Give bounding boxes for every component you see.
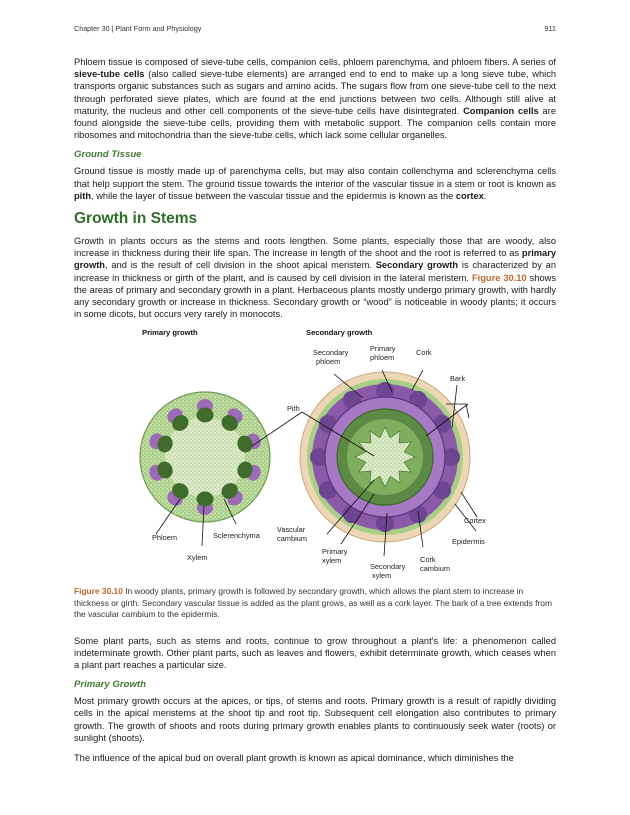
figure-caption-text: In woody plants, primary growth is followed by secondary growth, which allows the plant stem to increase in thickness or girth. Secondary vascular tissue is added as the plant grows, as well as a cork layer. The bark of a tree extends from the vascular cambium to the epidermis.	[74, 586, 552, 620]
label-vascular-cambium: Vascular	[277, 525, 306, 535]
figure-caption	[74, 586, 556, 620]
secondary-stem-cross-section	[300, 372, 470, 542]
label-cortex: Cortex	[464, 516, 486, 526]
primary-stem-cross-section	[140, 392, 270, 522]
label-epidermis: Epidermis	[452, 537, 485, 547]
label-primary-phloem: Primary	[370, 344, 396, 354]
ground-tissue-paragraph	[74, 165, 556, 202]
phloem-text-2: (also called sieve-tube elements) are arranged end to end to make up a long sieve tube, which transports organic substances such as sugars and amino acids. The sugars flow from one sieve-tube cell to the next through perforated sieve plates, which are found at the end junctions between two cells. Although still alive at maturity, the nucleus and other cell components of the sieve-tube cells have disintegrated.	[74, 69, 557, 116]
ground-tissue-heading: Ground Tissue	[74, 149, 142, 161]
ground-text-2: , while the layer of tissue between the vascular tissue and the epidermis is known as the	[91, 190, 456, 201]
phloem-paragraph	[74, 56, 556, 141]
phloem-text-3: are found alongside the sieve-tube cells, providing them with metabolic support. The companion cells contain more ribosomes and mitochondria than the sieve-tube cells, which lack some cellular organelles.	[74, 105, 556, 141]
vascular-bundle	[197, 492, 214, 516]
running-head	[74, 24, 556, 33]
label-secondary-phloem-line2: phloem	[316, 357, 341, 367]
label-secondary-xylem-line2: xylem	[372, 571, 392, 581]
label-secondary-xylem: Secondary	[370, 562, 406, 572]
primary-growth-heading: Primary Growth	[74, 679, 146, 691]
label-pith: Pith	[287, 404, 300, 414]
label-vascular-cambium-line2: cambium	[277, 534, 307, 544]
label-primary-xylem-line2: xylem	[322, 556, 342, 566]
chapter-title: Chapter 30 | Plant Form and Physiology	[74, 24, 202, 33]
label-cork-cambium-line2: cambium	[420, 564, 450, 574]
phloem-text-1: Phloem tissue is composed of sieve-tube cells, companion cells, phloem parenchyma, and phloem fibers. A series of	[74, 57, 556, 67]
page-content	[74, 56, 556, 772]
growth-in-stems-paragraph	[74, 235, 556, 320]
term-sieve-tube-cells: sieve-tube cells	[74, 69, 145, 80]
panel-title-secondary: Secondary growth	[306, 328, 373, 338]
ground-text-3: .	[483, 190, 487, 201]
indeterminate-growth-paragraph: Some plant parts, such as stems and roots, continue to grow throughout a plant's life: a phenomenon called indeterminate growth. Other plant parts, such as leaves and flowers, exhibit determinate growth, which ceases when a plant part reaches a particular size.	[74, 635, 556, 671]
figure-reference-link[interactable]: Figure 30.10	[471, 272, 527, 283]
label-cork-cambium: Cork	[420, 555, 436, 565]
label-xylem: Xylem	[187, 553, 208, 563]
page-number: 911	[544, 24, 556, 33]
label-cork: Cork	[416, 348, 432, 358]
growth-text-2: , and is the result of cell division in the shoot apical meristem.	[104, 260, 376, 271]
term-secondary-growth: Secondary growth	[375, 260, 459, 271]
primary-growth-paragraph: Most primary growth occurs at the apices, or tips, of stems and roots. Primary growth is a result of rapidly dividing cells in the apical meristems at the shoot tip and root tip. Subsequent cell elongation also contributes to primary growth. The growth of shoots and roots during primary growth enables plants to continuously seek water (roots) or sunlight (shoots).	[74, 696, 556, 743]
label-sclerenchyma: Sclerenchyma	[213, 531, 260, 541]
growth-text-1: Growth in plants occurs as the stems and roots lengthen. Some plants, especially those that are woody, also increase in thickness during their life span. The increase in length of the shoot and the root is referred to as	[74, 236, 556, 259]
growth-text-3: is characterized by an increase in thickness or girth of the plant, and is caused by cell division in the lateral meristem.	[74, 260, 556, 283]
label-bark: Bark	[450, 374, 466, 384]
figure-30-10	[74, 328, 556, 586]
panel-title-primary: Primary growth	[142, 328, 198, 338]
label-phloem: Phloem	[152, 533, 178, 543]
figure-caption-label: Figure 30.10	[74, 586, 123, 597]
term-primary-growth: primary growth	[74, 248, 556, 271]
growth-in-stems-heading: Growth in Stems	[74, 210, 198, 228]
ground-text-1: Ground tissue is mostly made up of parenchyma cells, but may also contain collenchyma and sclerenchyma cells that help support the stem. The ground tissue towards the interior of the vascular tissue in a stem or root is known as	[74, 166, 556, 189]
apical-dominance-paragraph: The influence of the apical bud on overall plant growth is known as apical dominance, which diminishes the	[74, 753, 514, 764]
label-secondary-phloem: Secondary	[313, 348, 349, 358]
term-pith: pith	[74, 190, 92, 201]
label-primary-phloem-line2: phloem	[370, 353, 395, 363]
term-cortex: cortex	[455, 190, 484, 201]
stem-cross-section-diagram	[74, 328, 556, 586]
growth-text-4: shows the areas of primary and secondary growth in a plant. Herbaceous plants mostly undergo primary growth, with hardly any secondary growth or increase in thickness. Secondary growth or “wood” is noticeable in woody plants; it occurs in some dicots, but occurs very rarely in monocots.	[74, 272, 556, 320]
label-primary-xylem: Primary	[322, 547, 348, 557]
vascular-bundle	[197, 399, 214, 423]
term-companion-cells: Companion cells	[463, 105, 539, 116]
